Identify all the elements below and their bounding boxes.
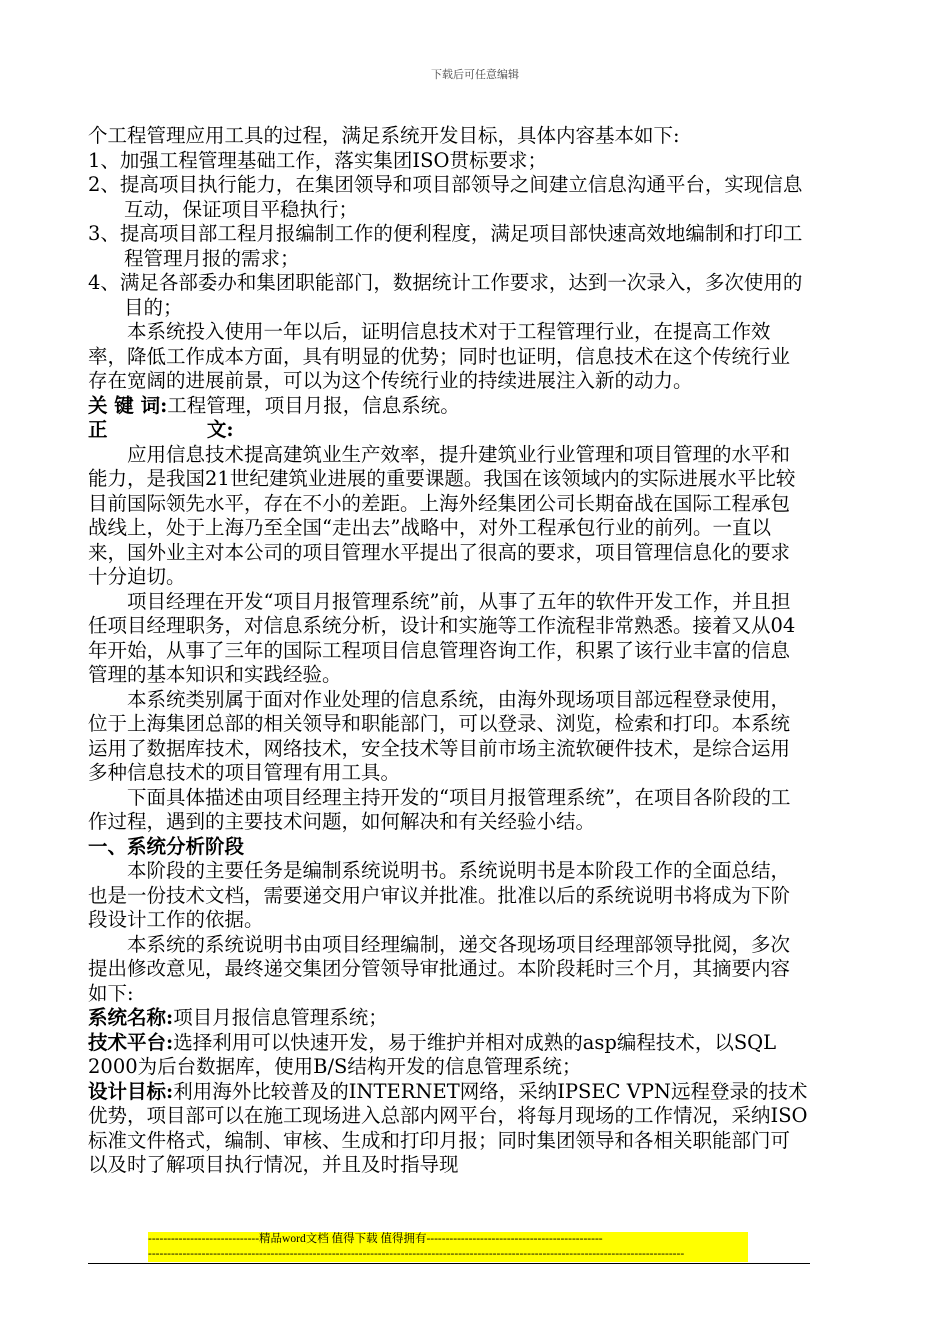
- keywords-value: 工程管理，项目月报，信息系统。: [167, 393, 460, 417]
- list-item: [88, 222, 808, 271]
- spec-label: 系统名称:: [88, 1006, 174, 1029]
- list-number: 2、: [88, 173, 120, 196]
- document-body: [88, 124, 808, 1178]
- body-paragraph: 应用信息技术提高建筑业生产效率，提升建筑业行业管理和项目管理的水平和能力，是我国21世纪建筑业进展的重要课题。我国在该领域内的实际进展水平比较目前国际领先水平，存在不小的差距。上海外经集团公司长期奋战在国际工程承包战线上，处于上海乃至全国“走出去”战略中，对外工程承包行业的前列。一直以来，国外业主对本公司的项目管理水平提出了很高的要求，项目管理信息化的要求十分迫切。: [88, 442, 796, 588]
- list-text: 加强工程管理基础工作，落实集团ISO贯标要求；: [119, 148, 547, 172]
- body-paragraph: 下面具体描述由项目经理主持开发的“项目月报管理系统”，在项目各阶段的工作过程，遇到的主要技术问题，如何解决和有关经验小结。: [88, 785, 791, 833]
- spec-label: 设计目标:: [88, 1079, 174, 1103]
- spec-text: 利用海外比较普及的INTERNET网络，采纳IPSEC VPN远程登录的技术优势，项目部可以在施工现场进入总部内网平台，将每月现场的工作情况，采纳ISO标准文件格式，编制、审核、生成和打印月报；同时集团领导和各相关职能部门可以及时了解项目执行情况，并且及时指导现: [88, 1079, 808, 1176]
- footer-rule: [88, 1263, 810, 1264]
- body-paragraph: 本系统类别属于面对作业处理的信息系统，由海外现场项目部远程登录使用，位于上海集团总部的相关领导和职能部门，可以登录、浏览，检索和打印。本系统运用了数据库技术，网络技术，安全技术等目前市场主流软硬件技术，是综合运用多种信息技术的项目管理有用工具。: [88, 687, 791, 784]
- footer-banner-line-2: --------------------------------------------------------------------------------------------------------------------------------------------: [148, 1247, 748, 1262]
- footer-banner-line-1: -----------------------------精品word文档 值得下载 值得拥有----------------------------------------------: [148, 1232, 748, 1247]
- page-header: 下载后可任意编辑: [431, 68, 519, 81]
- list-number: 1、: [88, 148, 120, 172]
- keywords-line: [88, 394, 808, 419]
- spec-text: 项目月报信息管理系统；: [173, 1006, 388, 1029]
- body-paragraph: 项目经理在开发“项目月报管理系统”前，从事了五年的软件开发工作，并且担任项目经理职务，对信息系统分析，设计和实施等工作流程非常熟悉。接着又从04年开始，从事了三年的国际工程项目信息管理咨询工作，积累了该行业丰富的信息管理的基本知识和实践经验。: [88, 589, 796, 686]
- list-item: [88, 173, 808, 222]
- intro-text: 个工程管理应用工具的过程，满足系统开发目标，具体内容基本如下:: [88, 124, 680, 147]
- list-text: 满足各部委办和集团职能部门，数据统计工作要求，达到一次录入，多次使用的目的；: [119, 271, 803, 319]
- spec-item: [88, 1031, 808, 1080]
- list-number: 3、: [88, 222, 120, 245]
- section-paragraph: 本系统的系统说明书由项目经理编制，递交各现场项目经理部领导批阅，多次提出修改意见，最终递交集团分管领导审批通过。本阶段耗时三个月，其摘要内容如下:: [88, 932, 791, 1005]
- section-paragraph: 本阶段的主要任务是编制系统说明书。系统说明书是本阶段工作的全面总结，也是一份技术文档，需要递交用户审议并批准。批准以后的系统说明书将成为下阶段设计工作的依据。: [88, 859, 791, 931]
- spec-text: 选择利用可以快速开发，易于维护并相对成熟的asp编程技术，以SQL 2000为后台数据库，使用B/S结构开发的信息管理系统；: [88, 1030, 777, 1078]
- list-item: [88, 149, 808, 174]
- section-heading: 一、系统分析阶段: [88, 834, 245, 858]
- list-text: 提高项目执行能力，在集团领导和项目部领导之间建立信息沟通平台，实现信息互动，保证项目平稳执行；: [119, 173, 803, 221]
- main-text-label: 正 文:: [88, 418, 234, 441]
- spec-label: 技术平台:: [88, 1030, 174, 1054]
- keywords-label: 关 键 词:: [88, 393, 168, 417]
- spec-item: [88, 1006, 808, 1031]
- list-item: [88, 271, 808, 320]
- list-text: 提高项目部工程月报编制工作的便利程度，满足项目部快速高效地编制和打印工程管理月报的需求；: [119, 222, 803, 270]
- spec-item: [88, 1080, 808, 1178]
- main-text-heading: [88, 418, 808, 443]
- summary-paragraph: 本系统投入使用一年以后，证明信息技术对于工程管理行业，在提高工作效率，降低工作成本方面，具有明显的优势；同时也证明，信息技术在这个传统行业存在宽阔的进展前景，可以为这个传统行业的持续进展注入新的动力。: [88, 320, 791, 392]
- list-number: 4、: [88, 271, 120, 294]
